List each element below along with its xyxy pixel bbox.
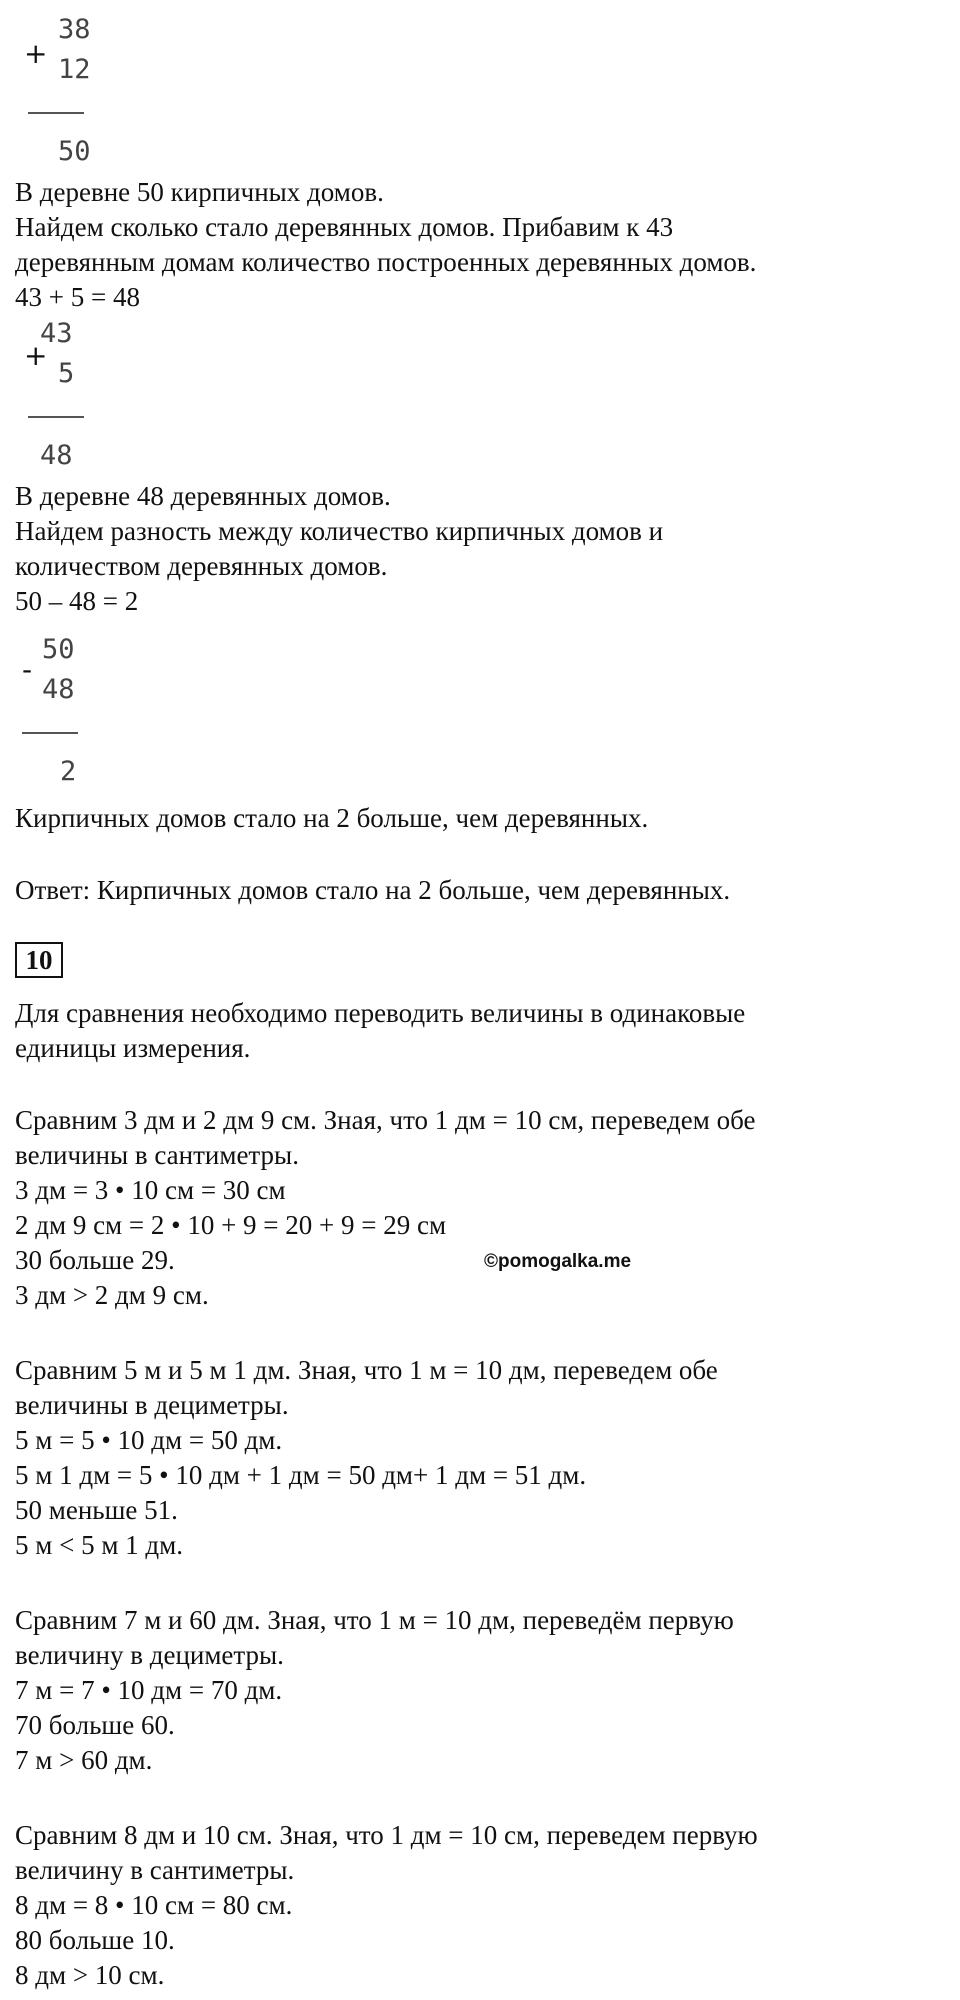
calc-top-number: 38: [58, 14, 91, 45]
text-line: Найдем сколько стало деревянных домов. Прибавим к 43: [15, 212, 674, 242]
watermark: ©pomogalka.me: [484, 1251, 632, 1272]
text-line: 50 меньше 51.: [15, 1495, 178, 1525]
result-line: 3 дм > 2 дм 9 см.: [15, 1280, 209, 1310]
calc-bottom-number: 48: [42, 674, 75, 705]
equation-line: 5 м = 5 • 10 дм = 50 дм.: [15, 1425, 283, 1455]
text-line: 30 больше 29.: [15, 1245, 175, 1275]
plus-sign: +: [24, 37, 48, 70]
text-line: единицы измерения.: [15, 1033, 251, 1063]
text-line: Сравним 5 м и 5 м 1 дм. Зная, что 1 м = 10 дм, переведем обе: [15, 1355, 718, 1385]
text-line: Найдем разность между количество кирпичных домов и: [15, 516, 664, 546]
equation-line: 3 дм = 3 • 10 см = 30 см: [15, 1175, 286, 1205]
calc-result: 2: [60, 756, 77, 787]
plus-sign: +: [24, 339, 48, 372]
text-line: количеством деревянных домов.: [15, 551, 388, 581]
minus-sign: -: [22, 653, 33, 686]
text-line: Сравним 8 дм и 10 см. Зная, что 1 дм = 10 см, переведем первую: [15, 1820, 758, 1850]
calc-divider-line: [22, 732, 78, 734]
calc-divider-line: [28, 416, 84, 418]
equation-line: 50 – 48 = 2: [15, 586, 139, 616]
text-line: величины в сантиметры.: [15, 1140, 299, 1170]
task-number-box: 10: [15, 942, 63, 978]
calc-top-number: 43: [40, 318, 73, 349]
result-line: 8 дм > 10 см.: [15, 1960, 165, 1990]
text-line: В деревне 48 деревянных домов.: [15, 481, 391, 511]
calc-result: 50: [58, 136, 91, 167]
text-line: величину в сантиметры.: [15, 1855, 295, 1885]
text-line: Сравним 7 м и 60 дм. Зная, что 1 м = 10 дм, переведём первую: [15, 1605, 734, 1635]
text-line: 70 больше 60.: [15, 1710, 175, 1740]
result-line: 7 м > 60 дм.: [15, 1745, 153, 1775]
text-line: Для сравнения необходимо переводить величины в одинаковые: [15, 998, 746, 1028]
result-line: 5 м < 5 м 1 дм.: [15, 1530, 183, 1560]
equation-line: 7 м = 7 • 10 дм = 70 дм.: [15, 1675, 283, 1705]
calc-top-number: 50: [42, 634, 75, 665]
equation-line: 8 дм = 8 • 10 см = 80 см.: [15, 1890, 293, 1920]
text-line: В деревне 50 кирпичных домов.: [15, 177, 384, 207]
text-line: Кирпичных домов стало на 2 больше, чем деревянных.: [15, 803, 649, 833]
text-line: 80 больше 10.: [15, 1925, 175, 1955]
equation-line: 2 дм 9 см = 2 • 10 + 9 = 20 + 9 = 29 см: [15, 1210, 447, 1240]
calc-bottom-number: 5: [58, 358, 75, 389]
text-line: деревянным домам количество построенных деревянных домов.: [15, 247, 757, 277]
answer-line: Ответ: Кирпичных домов стало на 2 больше, чем деревянных.: [15, 875, 731, 905]
text-line: величину в дециметры.: [15, 1640, 284, 1670]
equation-line: 5 м 1 дм = 5 • 10 дм + 1 дм = 50 дм+ 1 дм = 51 дм.: [15, 1460, 587, 1490]
text-line: Сравним 3 дм и 2 дм 9 см. Зная, что 1 дм = 10 см, переведем обе: [15, 1105, 756, 1135]
text-line: величины в дециметры.: [15, 1390, 289, 1420]
calc-bottom-number: 12: [58, 54, 91, 85]
calc-divider-line: [28, 112, 84, 114]
equation-line: 43 + 5 = 48: [15, 282, 140, 312]
calc-result: 48: [40, 440, 73, 471]
